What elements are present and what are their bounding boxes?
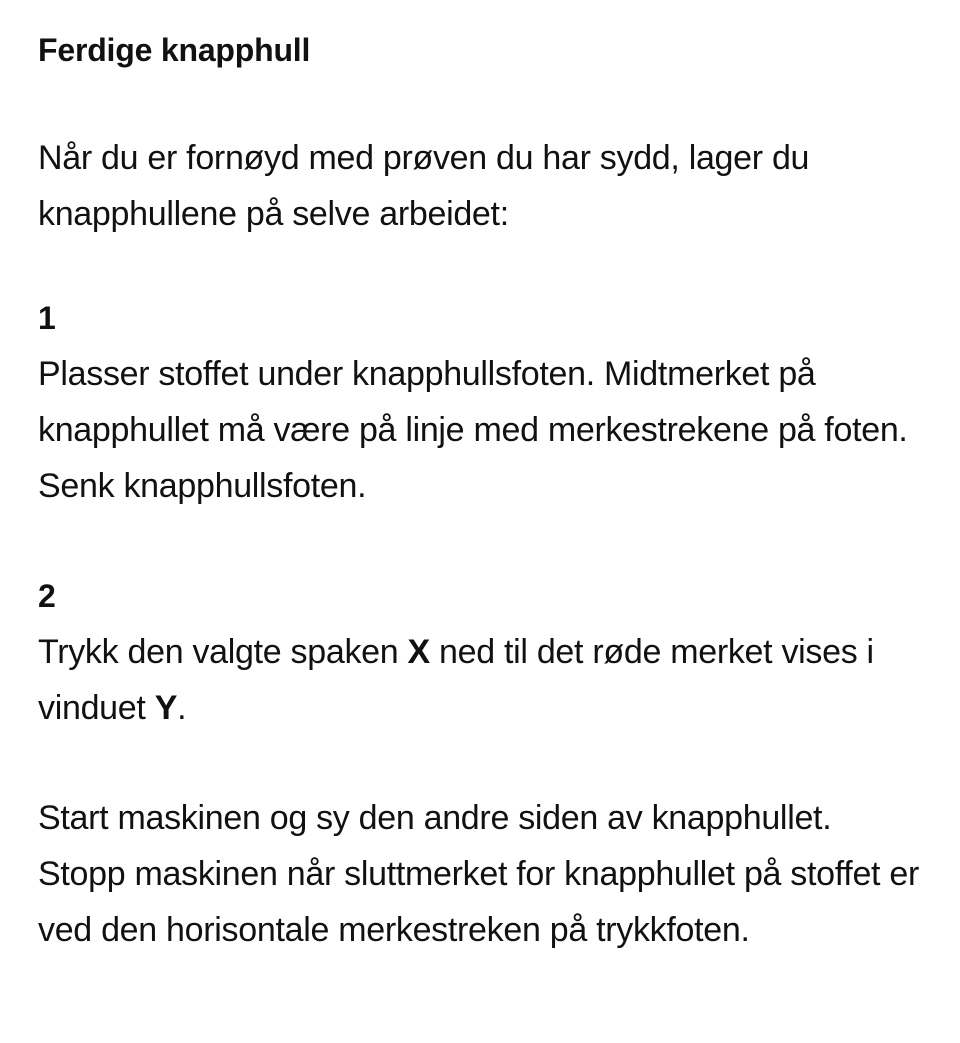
window-label: Y (154, 689, 178, 727)
intro-paragraph: Når du er fornøyd med prøven du har sydd, lager du knapphullene på selve arbeidet: (38, 139, 810, 233)
step-text-part: ned til det røde merket vises i vinduet (38, 633, 874, 727)
section-title: Ferdige knapphull (38, 32, 311, 68)
final-paragraph: Start maskinen og sy den andre siden av knapphullet. Stopp maskinen når sluttmerket for knapphullet på stoffet er ved den horisontale merkestreken på trykkfoten. (38, 799, 919, 949)
step-text-part: Trykk den valgte spaken (38, 633, 408, 671)
step-text-part: . (177, 689, 187, 727)
step-1 (38, 290, 922, 514)
step-number: 2 (38, 578, 56, 614)
step-text: Plasser stoffet under knapphullsfoten. Midtmerket på knapphullet må være på linje med merkestrekene på foten. Senk knapphullsfoten. (38, 355, 908, 505)
step-text (38, 624, 922, 736)
lever-label: X (407, 633, 430, 671)
step-2 (38, 568, 922, 736)
step-number: 1 (38, 300, 56, 336)
